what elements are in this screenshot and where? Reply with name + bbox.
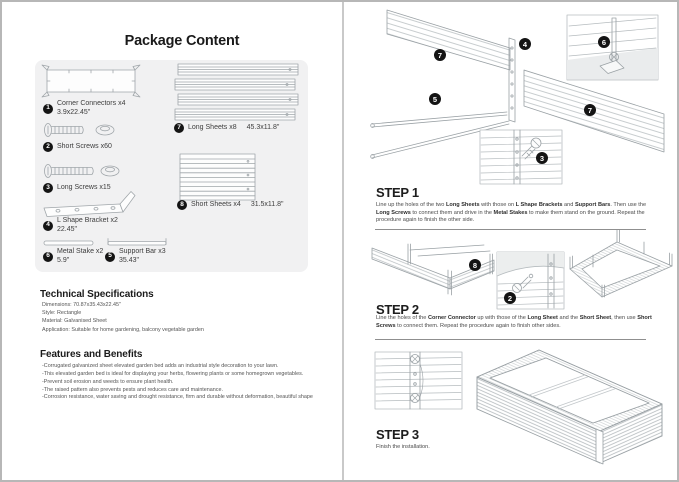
spec-line: Style: Rectangle xyxy=(42,310,82,317)
step2-instructions: Line the holes of the Corner Connector up with those of the Long Sheet and the Short Sheet, then use Short Screws to connect them. Repeat the procedure again to finish other sides. xyxy=(376,315,652,329)
part-number-badge: 5 xyxy=(105,252,115,262)
marker-short-screw: 2 xyxy=(504,292,516,304)
step3-title: STEP 3 xyxy=(376,427,419,442)
part-name: Long Screws x15 xyxy=(57,183,111,191)
assembled-frame xyxy=(570,230,672,297)
spec-line: Material: Galvanised Sheet xyxy=(42,318,107,325)
metal-stake-drawing xyxy=(44,241,93,245)
part-item-support-bar xyxy=(105,248,166,265)
step1-instructions: Line up the holes of the two Long Sheets with those on L Shape Brackets and Support Bars. Then use the Long Screws to connect them and drive in the Metal Stakes to make them stand on the ground. Repeat the procedure again to finish the other side. xyxy=(376,202,647,223)
marker-long-sheet-top: 7 xyxy=(434,49,446,61)
section-rule xyxy=(375,339,646,340)
part-item-short-screws xyxy=(43,142,112,152)
marker-long-screw: 3 xyxy=(536,152,548,164)
long-sheets-drawing xyxy=(175,64,298,120)
part-name: Corner Connectors x4 xyxy=(57,100,126,107)
long-screw-drawing xyxy=(45,165,120,178)
marker-long-sheet-bottom: 7 xyxy=(584,104,596,116)
step3-instructions: Finish the installation. xyxy=(376,444,430,450)
support-bar-drawing xyxy=(108,239,166,246)
corner-connector-drawing xyxy=(42,65,140,97)
l-shape-bracket-drawing xyxy=(44,192,135,217)
stake-detail-inset xyxy=(567,15,658,80)
parts-illustrations xyxy=(2,2,344,482)
marker-short-sheet: 8 xyxy=(469,259,481,271)
marker-corner-connector: 4 xyxy=(519,38,531,50)
spec-line: Dimensions: 70.87x35.43x22.45" xyxy=(42,302,121,308)
part-item-corner-connectors xyxy=(43,100,125,117)
features-heading: Features and Benefits xyxy=(40,349,143,360)
part-item-l-shape-bracket xyxy=(43,217,118,234)
part-dim: 3.9x22.45" xyxy=(57,108,91,116)
step2-diagram xyxy=(372,230,672,309)
part-number-badge: 8 xyxy=(177,200,187,210)
connector-screws-inset xyxy=(375,352,462,409)
screw-detail-inset xyxy=(480,130,562,184)
feature-line: -The raised pattern also prevents pests and reduces care and maintenance. xyxy=(42,386,223,393)
part-item-short-sheets xyxy=(177,200,284,210)
features-lines xyxy=(42,363,340,402)
feature-line: -Corrugated galvanized sheet elevated garden bed adds an industrial style decoration to your lawn. xyxy=(42,363,279,369)
part-dim: 5.9" xyxy=(57,256,70,264)
short-screw-drawing xyxy=(45,124,115,137)
part-name: L Shape Bracket x2 xyxy=(57,217,118,224)
part-name: Short Sheets x4 xyxy=(191,200,241,208)
section-rule xyxy=(375,229,646,230)
feature-line: -This elevated garden bed is ideal for displaying your herbs, flowering plants or some homegrown vegetables. xyxy=(42,370,304,377)
part-item-long-sheets xyxy=(174,123,279,133)
marker-metal-stake: 6 xyxy=(598,36,610,48)
part-item-long-screws xyxy=(43,183,111,193)
step1-diagram xyxy=(371,10,664,184)
marker-support-bar: 5 xyxy=(429,93,441,105)
part-name: Long Sheets x8 xyxy=(188,123,237,131)
part-number-badge: 3 xyxy=(43,183,53,193)
part-name: Short Screws x60 xyxy=(57,142,112,150)
assembly-illustrations xyxy=(344,2,679,482)
part-number-badge: 7 xyxy=(174,123,184,133)
short-sheets-drawing xyxy=(180,154,255,200)
part-dim: 45.3x11.8" xyxy=(246,123,280,131)
step2-title: STEP 2 xyxy=(376,302,419,317)
part-number-badge: 1 xyxy=(43,104,53,114)
spec-line: Application: Suitable for home gardening, balcony vegetable garden xyxy=(42,326,204,333)
part-number-badge: 4 xyxy=(43,221,53,231)
part-dim: 22.45" xyxy=(57,225,78,233)
part-number-badge: 6 xyxy=(43,252,53,262)
step1-title: STEP 1 xyxy=(376,185,419,200)
part-item-metal-stake xyxy=(43,248,103,265)
feature-line: -Prevent soil erosion and weeds to ensure plant health. xyxy=(42,378,174,385)
specs-lines xyxy=(42,301,332,334)
part-number-badge: 2 xyxy=(43,142,53,152)
part-dim: 35.43" xyxy=(119,256,140,264)
part-name: Support Bar x3 xyxy=(119,248,166,255)
part-name: Metal Stake x2 xyxy=(57,248,104,255)
part-dim: 31.5x11.8" xyxy=(250,200,284,208)
feature-line: -Corrosion resistance, water saving and drought resistance, firm and durable without deformation, beautiful shape xyxy=(42,394,313,401)
page-title: Package Content xyxy=(124,33,240,49)
specs-heading: Technical Specifications xyxy=(40,289,154,300)
